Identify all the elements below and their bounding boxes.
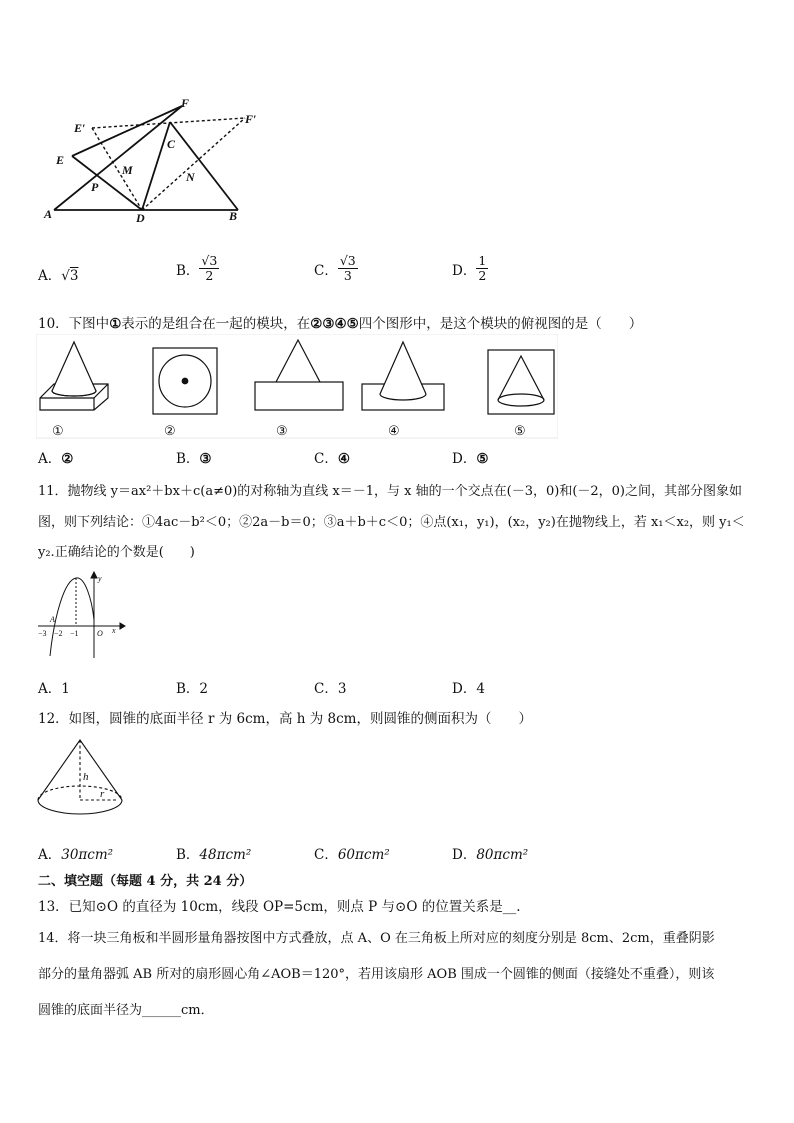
q11-y-axis-label: y	[98, 574, 102, 583]
q11-x-axis-label: x	[112, 626, 116, 635]
q12-option-d[interactable]: D．80πcm²	[452, 847, 529, 863]
q11-point-a-label: A	[50, 615, 55, 624]
label-A: A	[44, 207, 53, 221]
q11-tick-minus1: −1	[70, 629, 79, 638]
q14-question-line3: 圆锥的底面半径为______cm．	[38, 1003, 214, 1018]
q10-option-a[interactable]: A．②	[38, 451, 74, 467]
q11-tick-minus2: −2	[54, 629, 63, 638]
label-M: M	[122, 163, 133, 177]
q11-tick-minus3: −3	[38, 629, 47, 638]
q10-option-d[interactable]: D．⑤	[452, 451, 489, 467]
q12-question: 12．如图，圆锥的底面半径 r 为 6cm，高 h 为 8cm，则圆锥的侧面积为（ ）	[38, 711, 532, 727]
label-P: P	[91, 180, 99, 194]
q9-option-c[interactable]: C． $\frac{√3}{3}$	[314, 253, 356, 284]
label-N: N	[186, 170, 195, 184]
q10-fig-label-3: ③	[276, 423, 288, 438]
label-E: E	[56, 153, 65, 167]
q12-height-label: h	[83, 771, 89, 783]
q10-fig-label-4: ④	[388, 423, 400, 438]
q13-question: 13．已知⊙O 的直径为 10cm，线段 OP=5cm，则点 P 与⊙O 的位置关系是__.	[38, 899, 521, 915]
q12-radius-label: r	[100, 788, 105, 800]
q11-option-b[interactable]: B．2	[176, 681, 209, 697]
q11-origin-label: O	[97, 629, 103, 638]
q10-question: 10．下图中①表示的是组合在一起的模块，在②③④⑤四个图形中，是这个模块的俯视图的是（ ）	[38, 316, 643, 332]
q10-figures	[36, 334, 558, 442]
q11-option-a[interactable]: A．1	[38, 681, 70, 697]
q12-option-c[interactable]: C．60πcm²	[314, 847, 390, 863]
q9-option-d[interactable]: D． $\frac{1}{2}$	[452, 253, 487, 284]
q11-parabola-graph	[36, 570, 126, 662]
q9-option-a[interactable]: A．√3	[38, 268, 79, 284]
q10-fig-label-5: ⑤	[514, 423, 526, 438]
q11-question-line3: y₂.正确结论的个数是( )	[38, 545, 195, 560]
q11-option-c[interactable]: C．3	[314, 681, 347, 697]
label-B: B	[229, 209, 238, 223]
label-F-prime: F′	[245, 112, 257, 126]
label-C: C	[167, 137, 176, 151]
label-D: D	[136, 211, 145, 225]
q14-question-line2: 部分的量角器弧 AB 所对的扇形圆心角∠AOB＝120°，若用该扇形 AOB 围成一个圆锥的侧面（接缝处不重叠），则该	[38, 967, 715, 982]
q9-geometry-figure	[40, 98, 280, 226]
q12-cone-figure	[34, 736, 130, 826]
q10-option-b[interactable]: B．③	[176, 451, 212, 467]
q14-question-line1: 14．将一块三角板和半圆形量角器按图中方式叠放，点 A、O 在三角板上所对应的刻度分别是 8cm、2cm，重叠阴影	[38, 931, 715, 946]
q12-option-a[interactable]: A．30πcm²	[38, 847, 114, 863]
q11-question-line2: 图，则下列结论：①4ac－b²＜0；②2a－b＝0；③a＋b＋c＜0；④点(x₁，y₁)，(x₂，y₂)在抛物线上，若 x₁＜x₂，则 y₁＜	[38, 515, 745, 530]
q12-option-b[interactable]: B．48πcm²	[176, 847, 252, 863]
q10-option-c[interactable]: C．④	[314, 451, 350, 467]
q10-fig-label-2: ②	[164, 423, 176, 438]
q11-question-line1: 11．抛物线 y＝ax²＋bx＋c(a≠0)的对称轴为直线 x＝－1，与 x 轴的一个交点在(－3，0)和(－2，0)之间，其部分图象如	[38, 484, 743, 499]
q9-option-b[interactable]: B． $\frac{√3}{2}$	[176, 253, 218, 284]
q10-fig-label-1: ①	[52, 423, 64, 438]
q11-option-d[interactable]: D．4	[452, 681, 485, 697]
label-E-prime: E′	[74, 121, 86, 135]
section-title-fill-in: 二、填空题（每题 4 分，共 24 分）	[38, 874, 253, 889]
label-F: F	[181, 98, 190, 110]
